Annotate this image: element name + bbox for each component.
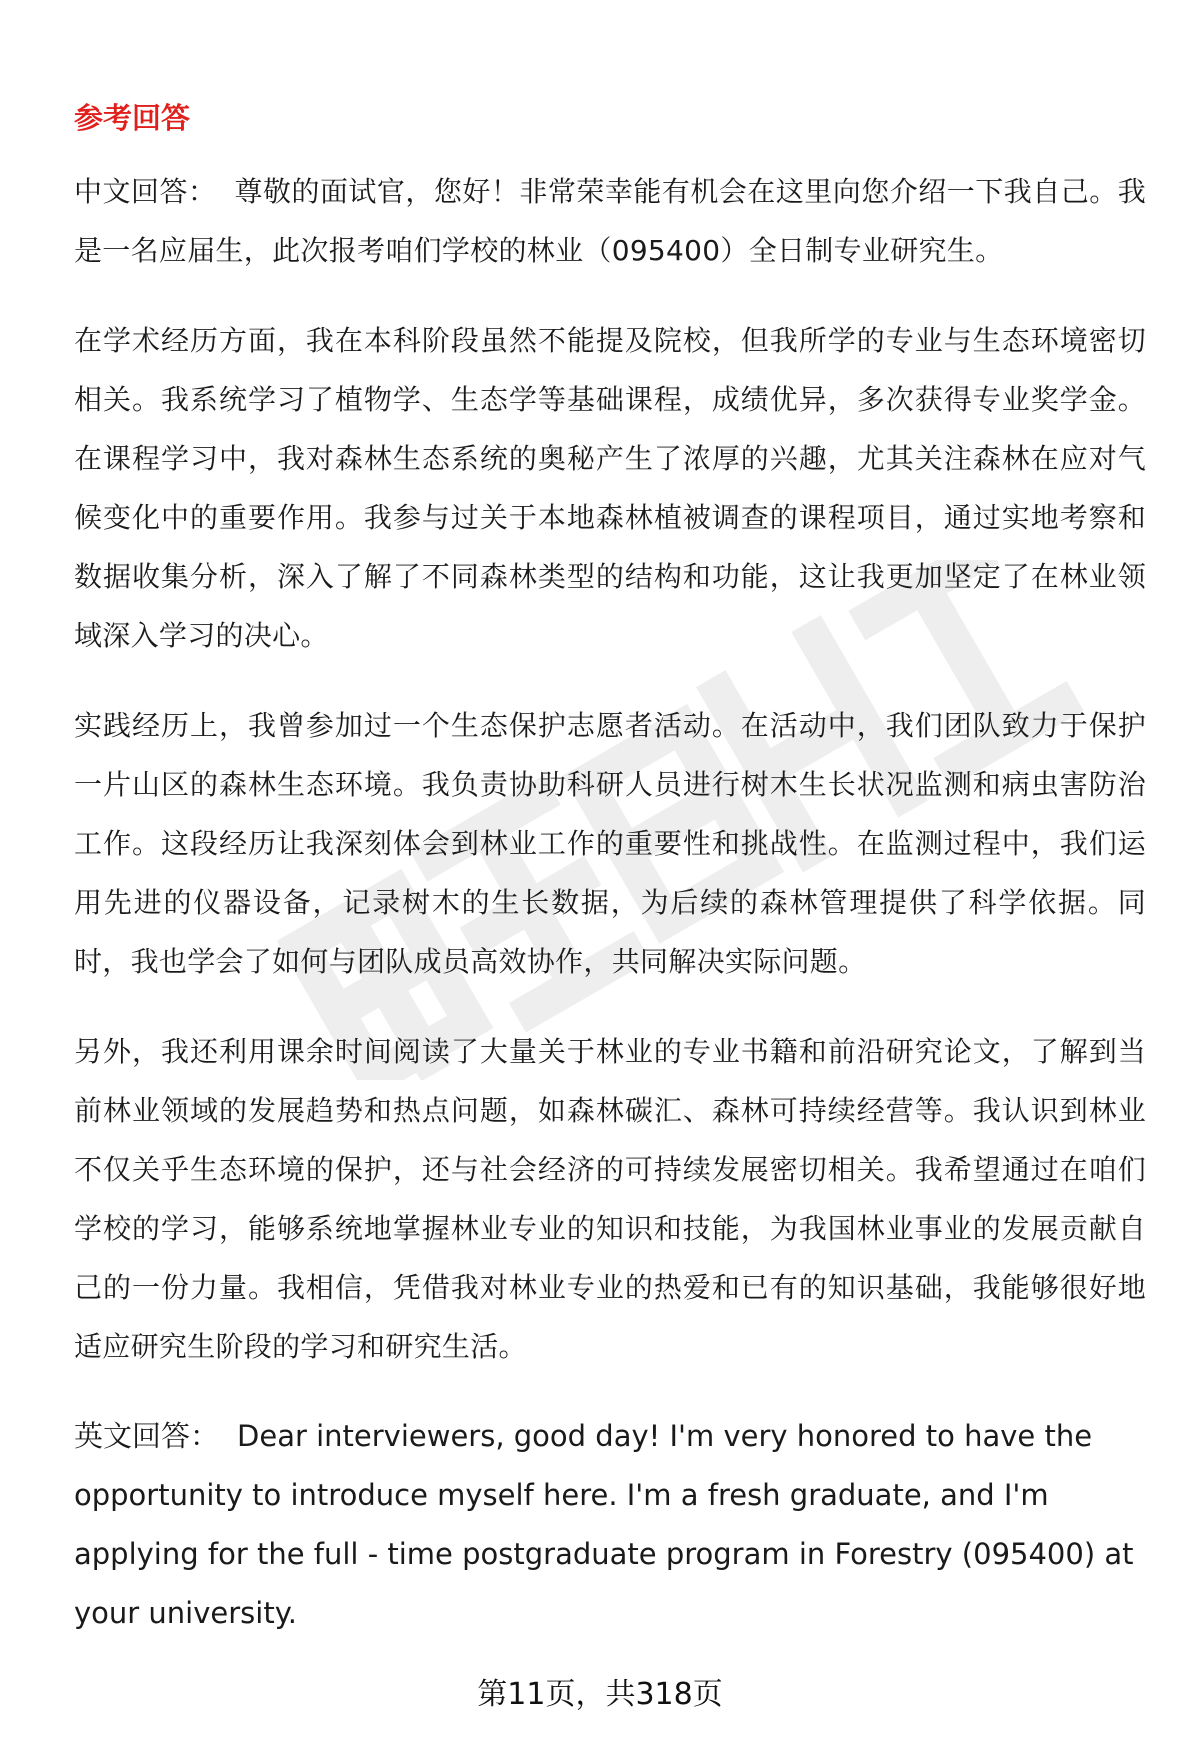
english-paragraph-intro — [74, 1407, 1146, 1643]
page-number: 第11页，共318页 — [477, 1677, 723, 1712]
chinese-paragraph-intro — [74, 162, 1146, 280]
english-paragraph-intro-text: Dear interviewers, good day! I'm very honored to have the opportunity to introduce myself here. I'm a fresh graduate, and I'm applying for the full - time postgraduate program in Forestry (095400) at your university. — [74, 1419, 1134, 1630]
document-body — [74, 96, 1146, 1674]
chinese-paragraph-intro-text: 尊敬的面试官，您好！非常荣幸能有机会在这里向您介绍一下我自己。我是一名应届生，此次报考咱们学校的林业（095400）全日制专业研究生。 — [74, 175, 1146, 267]
chinese-paragraph-reading: 另外，我还利用课余时间阅读了大量关于林业的专业书籍和前沿研究论文，了解到当前林业领域的发展趋势和热点问题，如森林碳汇、森林可持续经营等。我认识到林业不仅关乎生态环境的保护，还与社会经济的可持续发展密切相关。我希望通过在咱们学校的学习，能够系统地掌握林业专业的知识和技能，为我国林业事业的发展贡献自己的一份力量。我相信，凭借我对林业专业的热爱和已有的知识基础，我能够很好地适应研究生阶段的学习和研究生活。 — [74, 1035, 1146, 1363]
chinese-paragraph-academic: 在学术经历方面，我在本科阶段虽然不能提及院校，但我所学的专业与生态环境密切相关。我系统学习了植物学、生态学等基础课程，成绩优异，多次获得专业奖学金。在课程学习中，我对森林生态系统的奥秘产生了浓厚的兴趣，尤其关注森林在应对气候变化中的重要作用。我参与过关于本地森林植被调查的课程项目，通过实地考察和数据收集分析，深入了解了不同森林类型的结构和功能，这让我更加坚定了在林业领域深入学习的决心。 — [74, 324, 1146, 652]
english-answer-lead: 英文回答： — [74, 1419, 220, 1453]
chinese-answer-lead: 中文回答： — [74, 175, 217, 208]
section-heading: 参考回答 — [74, 101, 191, 135]
chinese-paragraph-practice: 实践经历上，我曾参加过一个生态保护志愿者活动。在活动中，我们团队致力于保护一片山区的森林生态环境。我负责协助科研人员进行树木生长状况监测和病虫害防治工作。这段经历让我深刻体会到林业工作的重要性和挑战性。在监测过程中，我们运用先进的仪器设备，记录树木的生长数据，为后续的森林管理提供了科学依据。同时，我也学会了如何与团队成员高效协作，共同解决实际问题。 — [74, 709, 1146, 978]
